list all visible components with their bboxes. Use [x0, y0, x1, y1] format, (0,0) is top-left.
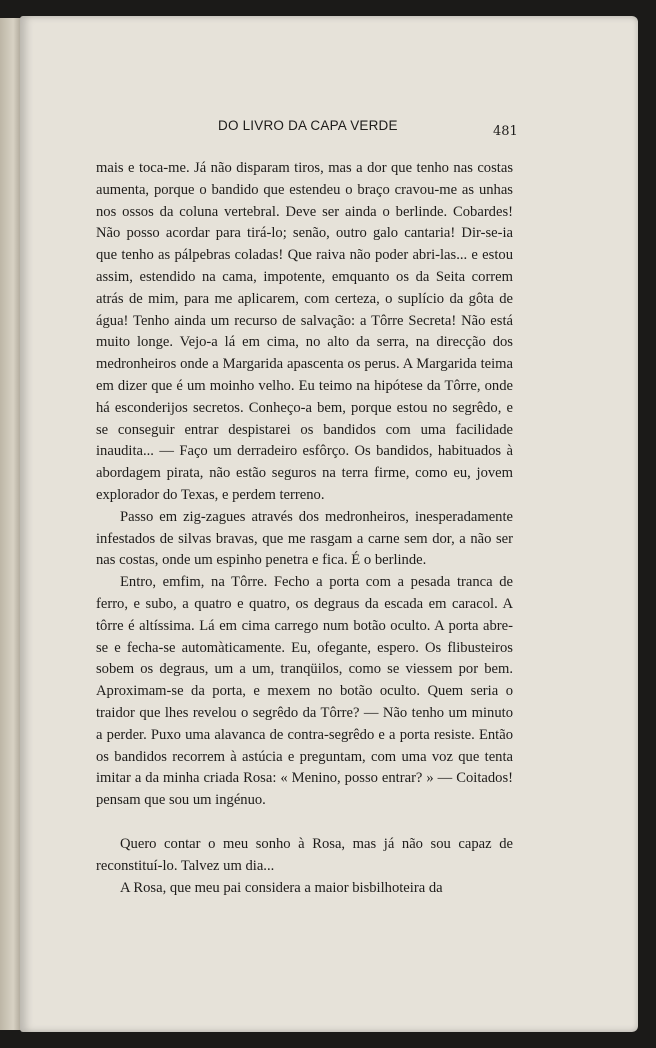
paragraph-1: mais e toca-me. Já não disparam tiros, mas a dor que tenho nas costas aumenta, porque o bandido que estendeu o braço cravou-me as unhas nos ossos da coluna vertebral. Deve ser ainda o berlinde. Cobardes! Não posso acordar para tirá-lo; senão, outro galo cantaria! Dir-se-ia que tenho as pálpebras coladas! Que raiva não poder abri-las... e estou assim, estendido na cama, impotente, emquanto os da Seita correm atrás de mim, para me aplicarem, com certeza, o suplício da gôta de água! Tenho ainda um recurso de salvação: a Tôrre Secreta! Não está muito longe. Vejo-a lá em cima, no alto da serra, na direcção dos medronheiros onde a Margarida apascenta os perus. A Margarida teima em dizer que é um moinho velho. Eu teimo na hipótese da Tôrre, onde há esconderijos secretos. Conheço-a bem, porque estou no segrêdo, e se conseguir entrar despistarei os bandidos com uma facilidade inaudita... — Faço um derradeiro esfôrço. Os bandidos, habituados à abordagem pirata, não estão seguros na terra firme, como eu, jovem explorador do Texas, e perdem terreno.: [96, 160, 513, 503]
paragraph-5: A Rosa, que meu pai considera a maior bisbilhoteira da: [120, 879, 443, 896]
body-text: [96, 158, 513, 899]
paragraph-3: Entro, emfim, na Tôrre. Fecho a porta com a pesada tranca de ferro, e subo, a quatro e quatro, os degraus da escada em caracol. A tôrre é altíssima. Lá em cima carrego num botão oculto. A porta abre-se e fecha-se automàticamente. Eu, ofegante, espero. Os flibusteiros sobem os degraus, um a um, tranqüilos, como se viessem por bem. Aproximam-se da porta, e mexem no botão oculto. Quem seria o traidor que lhes revelou o segrêdo da Tôrre? — Não tenho um minuto a perder. Puxo uma alavanca de contra-segrêdo e a porta resiste. Então os bandidos recorrem à astúcia e preguntam, com uma voz que tenta imitar a da minha criada Rosa: « Menino, posso entrar? » — Coitados! pensam que sou um ingénuo.: [96, 574, 513, 809]
book-spine-edge: [0, 18, 22, 1030]
paragraph-4: Quero contar o meu sonho à Rosa, mas já não sou capaz de reconstituí-lo. Talvez um dia...: [96, 835, 513, 874]
running-title: DO LIVRO DA CAPA VERDE: [218, 118, 398, 133]
page-number: 481: [493, 124, 518, 139]
paragraph-2: Passo em zig-zagues através dos medronheiros, inesperadamente infestados de silvas bravas, que me rasgam a carne sem dor, a não ser nas costas, onde um espinho penetra e fica. É o berlinde.: [96, 508, 513, 569]
